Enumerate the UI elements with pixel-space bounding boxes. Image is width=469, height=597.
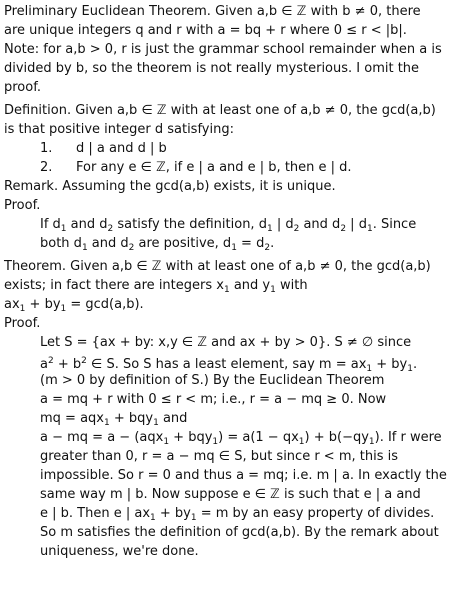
text-line: a = mq + r with 0 ≤ r < m; i.e., r = a − mq ≥ 0. Now (40, 392, 387, 407)
text-line: impossible. So r = 0 and thus a = mq; i.e. m | a. In exactly the (40, 468, 447, 483)
item-text: For any e ∈ ℤ, if e | a and e | b, then e | d. (76, 160, 352, 175)
text-line: If $d_1$ and $d_2$ satisfy the definition, $d_1$ | $d_2$ and $d_2$ | $d_1$. Since (40, 217, 417, 234)
text-line: both $d_1$ and $d_2$ are positive, $d_1 = d_2$. (40, 236, 275, 253)
gcd-existence-proof (4, 333, 466, 561)
definition-item (4, 139, 466, 158)
item-text: d | a and d | b (76, 141, 167, 156)
text-line: So m satisfies the definition of gcd(a,b). By the remark about (40, 525, 439, 540)
math-document (4, 2, 466, 561)
proof-label: Proof. (4, 198, 41, 213)
uniqueness-proof (4, 215, 466, 253)
text-line: Let S = {ax + by: x,y ∈ ℤ and ax + by > 0}. S ≠ ∅ since (40, 335, 412, 350)
text-line: Definition. Given a,b ∈ ℤ with at least one of a,b ≠ 0, the gcd(a,b) (4, 103, 436, 118)
definition-item (4, 158, 466, 177)
text-line: Theorem. Given a,b ∈ ℤ with at least one of a,b ≠ 0, the gcd(a,b) (4, 259, 431, 274)
text-line: $a^2 + b^2$ ∈ S. So S has a least element, say $m = ax_1 + by_1$. (40, 356, 418, 374)
text-line: a − mq = $a - (aqx_1 + bqy_1) = a(1 - qx_1) + b(-qy_1)$. If r were (40, 430, 442, 447)
text-line: divided by b, so the theorem is not really mysterious. I omit the (4, 61, 420, 76)
text-line: $ax_1 + by_1 = \gcd(a,b)$. (4, 297, 144, 314)
text-line: same way m | b. Now suppose e ∈ ℤ is such that e | a and (40, 487, 421, 502)
text-line: exists; in fact there are integers $x_1$ and $y_1$ with (4, 278, 308, 295)
gcd-theorem (4, 257, 466, 314)
preliminary-theorem (4, 2, 466, 97)
text-line: (m > 0 by definition of S.) By the Euclidean Theorem (40, 373, 385, 388)
item-number: 1. (40, 141, 53, 156)
text-line: uniqueness, we're done. (40, 544, 199, 559)
text-line: proof. (4, 80, 41, 95)
proof-label: Proof. (4, 316, 41, 331)
text-line: is that positive integer d satisfying: (4, 122, 234, 137)
text-line: greater than 0, r = a − mq ∈ S, but since r < m, this is (40, 449, 398, 464)
text-line: e | b. Then e | $ax_1 + by_1 = m$ by an easy property of divides. (40, 506, 435, 523)
gcd-definition (4, 101, 466, 177)
text-line: Preliminary Euclidean Theorem. Given a,b ∈ ℤ with b ≠ 0, there (4, 4, 421, 19)
text-line: mq = aqx$_1$ + bqy$_1$ and (40, 411, 188, 428)
remark: Remark. Assuming the gcd(a,b) exists, it is unique. (4, 179, 336, 194)
item-number: 2. (40, 160, 53, 175)
text-line: are unique integers q and r with a = bq + r where 0 ≤ r < |b|. (4, 23, 407, 38)
text-line: Note: for a,b > 0, r is just the grammar school remainder when a is (4, 42, 442, 57)
